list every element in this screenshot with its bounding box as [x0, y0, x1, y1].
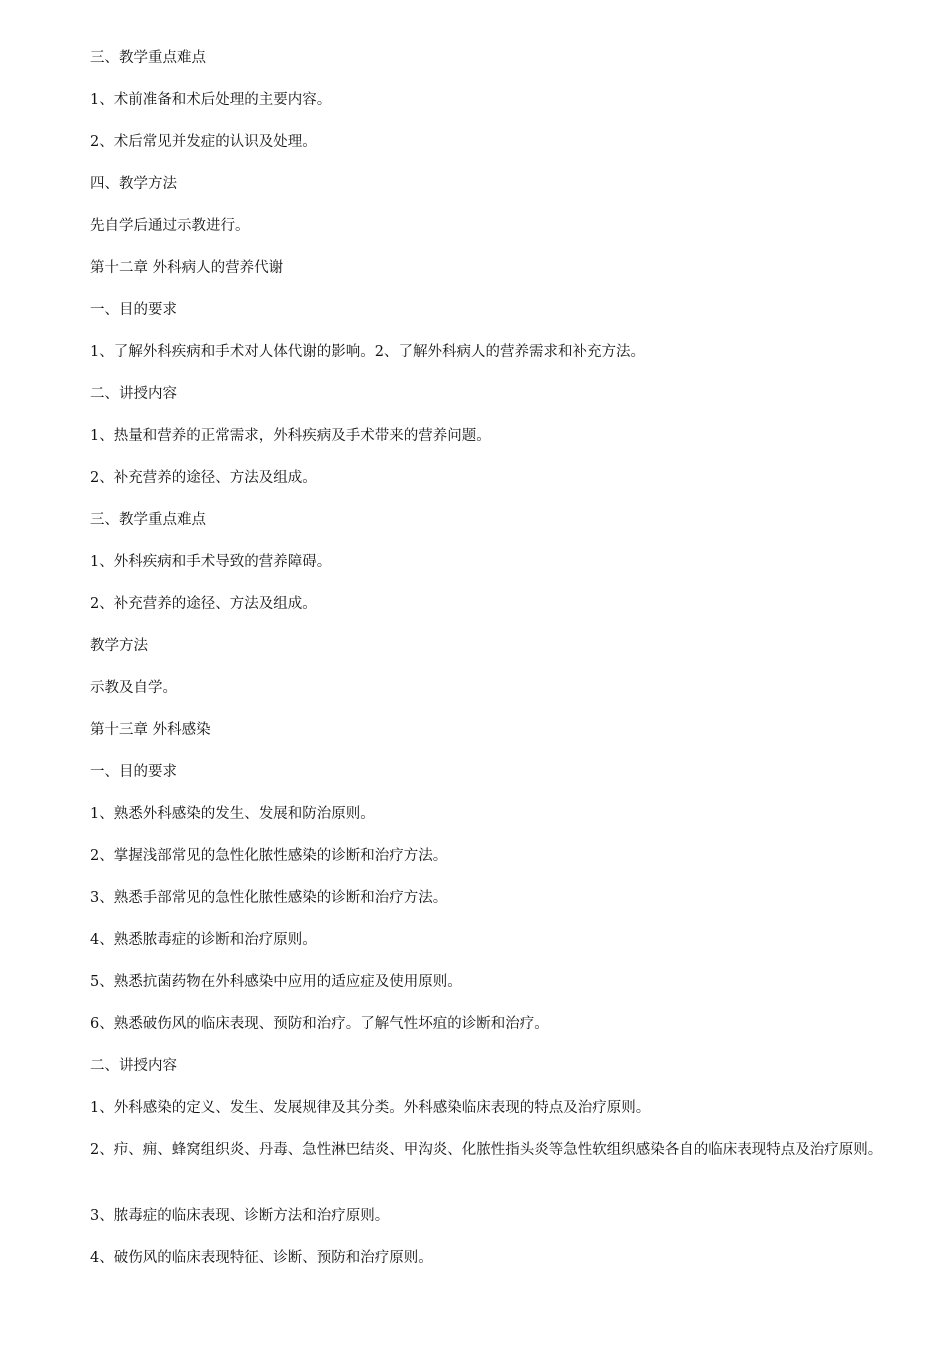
list-item: 1、术前准备和术后处理的主要内容。: [90, 92, 332, 108]
section-heading: 二、讲授内容: [90, 1058, 177, 1074]
section-heading: 教学方法: [90, 638, 148, 654]
chapter-heading: 第十三章 外科感染: [90, 722, 211, 738]
list-item: 3、熟悉手部常见的急性化脓性感染的诊断和治疗方法。: [90, 890, 448, 906]
list-item: 2、补充营养的途径、方法及组成。: [90, 470, 317, 486]
section-heading: 三、教学重点难点: [90, 512, 206, 528]
list-item: 6、熟悉破伤风的临床表现、预防和治疗。了解气性坏疽的诊断和治疗。: [90, 1016, 549, 1032]
list-item: 2、疖、痈、蜂窝组织炎、丹毒、急性淋巴结炎、甲沟炎、化脓性指头炎等急性软组织感染各自的临床表现特点及治疗原则。: [90, 1142, 883, 1158]
list-item: 1、热量和营养的正常需求，外科疾病及手术带来的营养问题。: [90, 428, 491, 444]
section-heading: 一、目的要求: [90, 302, 177, 318]
chapter-heading: 第十二章 外科病人的营养代谢: [90, 260, 284, 276]
list-item: 1、外科感染的定义、发生、发展规律及其分类。外科感染临床表现的特点及治疗原则。: [90, 1100, 651, 1116]
list-item: 2、术后常见并发症的认识及处理。: [90, 134, 317, 150]
section-heading: 二、讲授内容: [90, 386, 177, 402]
section-heading: 三、教学重点难点: [90, 50, 206, 66]
list-item: 5、熟悉抗菌药物在外科感染中应用的适应症及使用原则。: [90, 974, 462, 990]
list-item: 2、补充营养的途径、方法及组成。: [90, 596, 317, 612]
list-item: 3、脓毒症的临床表现、诊断方法和治疗原则。: [90, 1208, 390, 1224]
list-item: 4、破伤风的临床表现特征、诊断、预防和治疗原则。: [90, 1250, 433, 1266]
paragraph: 先自学后通过示教进行。: [90, 218, 250, 234]
paragraph: 示教及自学。: [90, 680, 177, 696]
section-heading: 一、目的要求: [90, 764, 177, 780]
list-item: 1、了解外科疾病和手术对人体代谢的影响。2、了解外科病人的营养需求和补充方法。: [90, 344, 645, 360]
section-heading: 四、教学方法: [90, 176, 177, 192]
list-item: 1、外科疾病和手术导致的营养障碍。: [90, 554, 332, 570]
list-item: 1、熟悉外科感染的发生、发展和防治原则。: [90, 806, 375, 822]
list-item: 2、掌握浅部常见的急性化脓性感染的诊断和治疗方法。: [90, 848, 448, 864]
list-item: 4、熟悉脓毒症的诊断和治疗原则。: [90, 932, 317, 948]
